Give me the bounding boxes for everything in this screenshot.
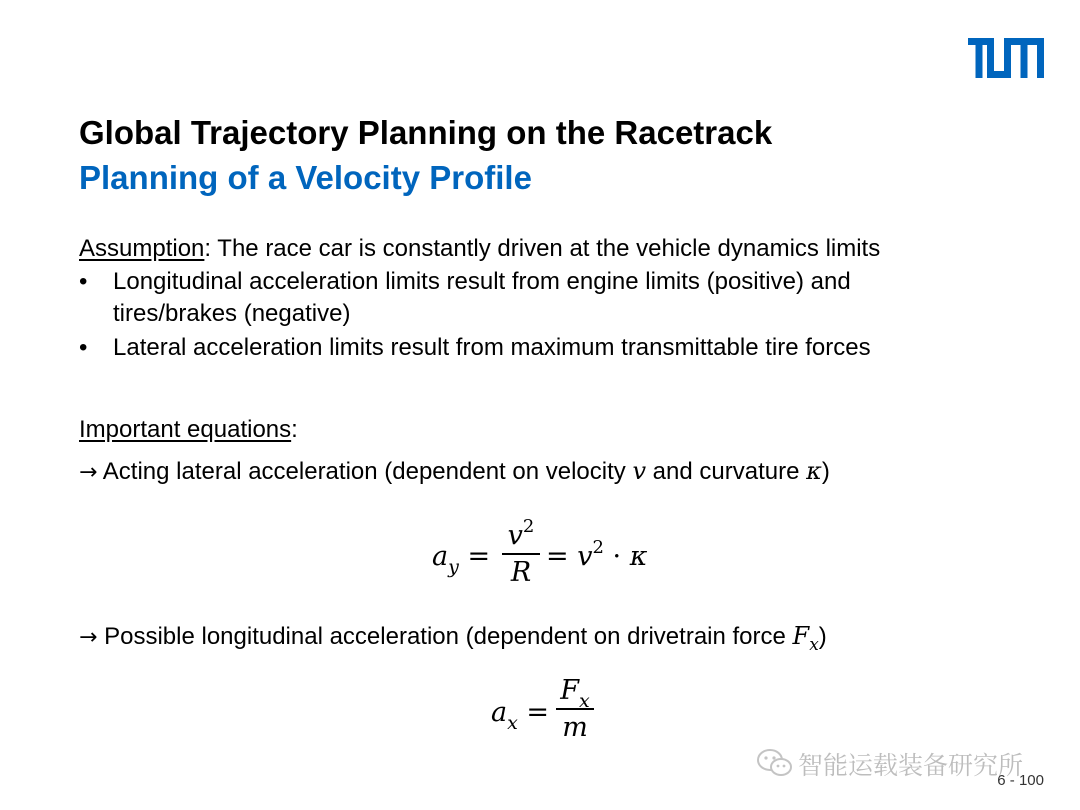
equation-2-text-after: ) [818, 623, 827, 650]
force-symbol: $F_x$ [792, 622, 819, 655]
slide-subtitle: Planning of a Velocity Profile [79, 159, 532, 196]
arrow-icon: → [79, 460, 98, 485]
equation-1-description [79, 456, 830, 488]
assumption-text: : The race car is constantly driven at the vehicle dynamics limits [204, 235, 881, 262]
equation-1-text-before: Acting lateral acceleration (dependent on velocity [97, 458, 633, 485]
equations-label-suffix: : [291, 416, 298, 443]
equation-1-text-after: ) [821, 458, 830, 485]
bullet-1-line-1: Longitudinal acceleration limits result from engine limits (positive) and [113, 268, 851, 295]
assumption-line [79, 234, 880, 264]
equations-heading [79, 415, 298, 445]
equation-2-fraction: $F_x$ m [556, 675, 594, 743]
arrow-icon: → [79, 625, 98, 650]
equation-2-text-before: Possible longitudinal acceleration (dependent on drivetrain force [97, 623, 793, 650]
bullet-1-line-2: tires/brakes (negative) [113, 300, 351, 327]
equation-2-description [79, 621, 827, 660]
assumption-label: Assumption [79, 235, 205, 262]
curvature-symbol: κ [806, 457, 822, 485]
slide-title: Global Trajectory Planning on the Racetrack [79, 114, 773, 151]
equation-1-text-mid: and curvature [646, 458, 807, 485]
equation-2-lhs: $a_x$ = [491, 697, 550, 734]
page-number: 6 - 100 [997, 772, 1044, 789]
tum-logo [968, 38, 1044, 78]
bullet-marker: • [79, 268, 88, 295]
equation-1-lhs: $a_y$ = [432, 541, 491, 578]
velocity-symbol: v [632, 457, 646, 485]
bullet-2-line-1: Lateral acceleration limits result from maximum transmittable tire forces [113, 334, 871, 361]
equations-label: Important equations [79, 416, 292, 443]
equation-1-fraction: $v^2$ R [502, 520, 540, 588]
wechat-icon [756, 748, 794, 778]
watermark-text: 智能运载装备研究所 [798, 751, 1024, 780]
bullet-marker: • [79, 334, 88, 361]
equation-1-rhs: = $v^2 \cdot \kappa$ [546, 537, 648, 572]
